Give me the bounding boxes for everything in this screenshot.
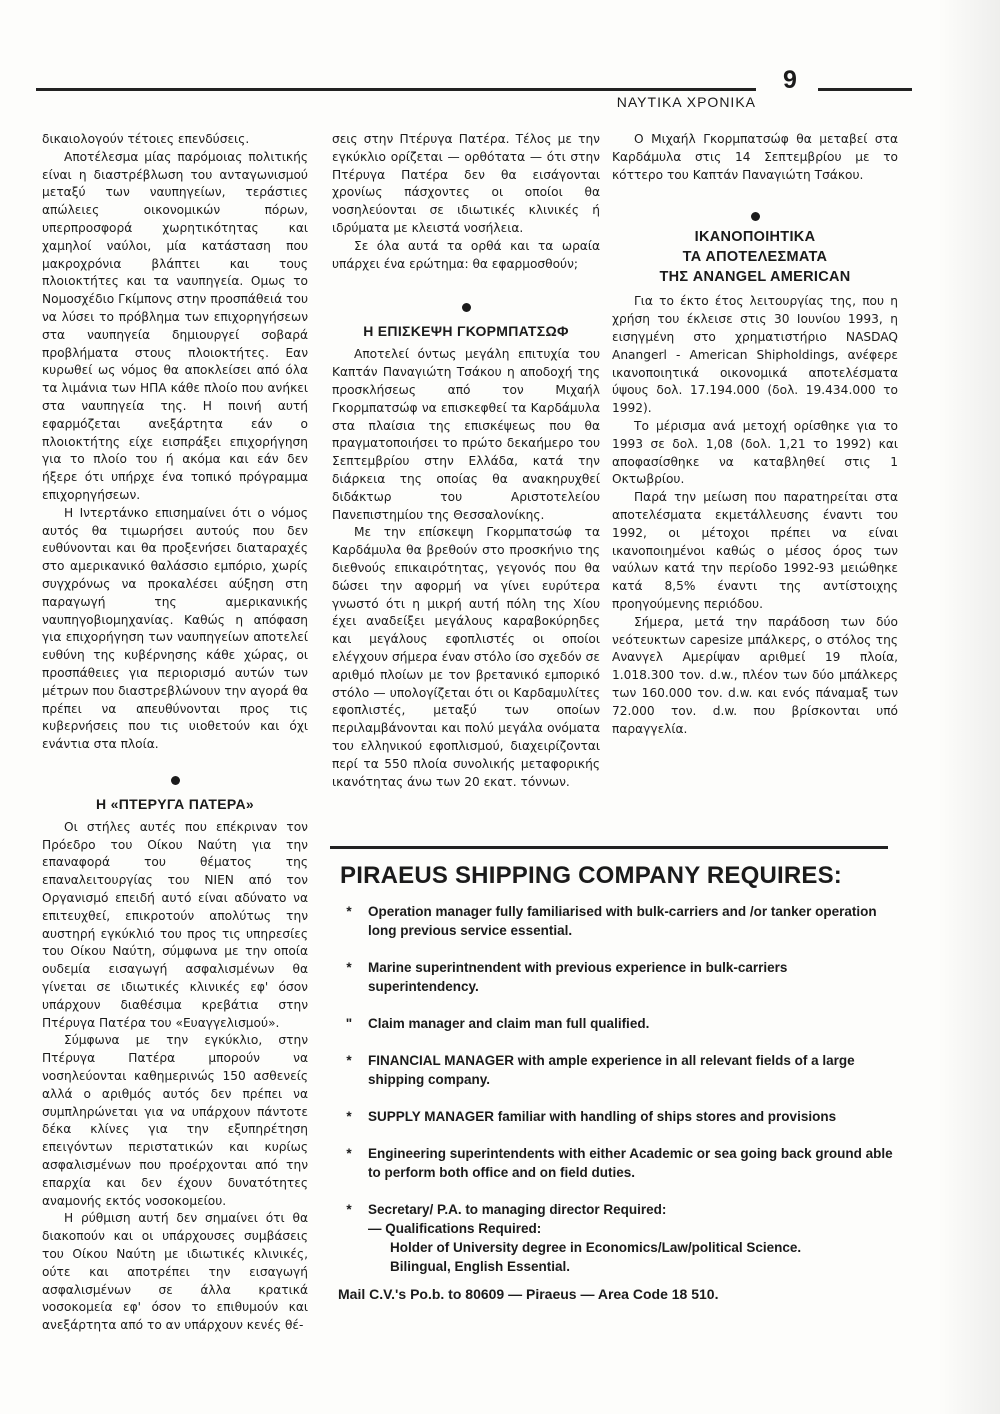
advert-item-text: FINANCIAL MANAGER with ample experience in all relevant fields of a large shipping company. [368, 1053, 855, 1087]
paragraph: Παρά την μείωση που παρατηρείται στα αποτελέσματα εκμετάλλευσης έναντι του 1992, οι μέτοχοι πρέπει να είναι ικανοποιημένοι καθώς ο μέσος όρος των ναύλων κατά την περίοδο 1992-93 μειώθηκε κατά 8,5% έναντι της αντίστοιχης προηγούμενης περιόδου. [612, 490, 898, 611]
qualifications-line: — Qualifications Required: [368, 1221, 542, 1236]
advert-rule [330, 846, 888, 849]
section-heading: Η ΕΠΙΣΚΕΨΗ ΓΚΟΡΜΠΑΤΣΩΦ [363, 323, 569, 340]
bullet-mark: * [346, 1109, 352, 1124]
advert-title: PIRAEUS SHIPPING COMPANY REQUIRES: [340, 862, 842, 889]
advert-item [334, 1107, 894, 1126]
section-bullet [751, 212, 760, 221]
bullet-mark: * [346, 904, 352, 919]
advert-contact: Mail C.V.'s Po.b. to 80609 — Piraeus — Area Code 18 510. [338, 1286, 719, 1302]
paragraph: Σε όλα αυτά τα ορθά και τα ωραία υπάρχει ένα ερώτημα: θα εφαρμοσθούν; [332, 238, 600, 271]
publication-name: ΝΑΥΤΙΚΑ ΧΡΟΝΙΚΑ [616, 94, 756, 110]
section-heading-line: ΤΗΣ ANANGEL AMERICAN [659, 269, 851, 286]
page-number: 9 [783, 66, 797, 94]
header-rule-right [818, 88, 912, 91]
paragraph: Σύμφωνα με την εγκύκλιο, στην Πτέρυγα Πατέρα μπορούν να νοσηλεύονται καθημερινώς 150 ασθενείς αλλά ο αριθμός αυτός δεν πρέπει να συμπληρώνεται για να υπάρχουν πάντοτε δέκα κλίνες για την εξυπηρέτηση επειγόντων περιστατικών και κυρίως ασφαλισμένων που προέρχονται από την επαρχία και δεν έχουν δυνατότητες αναμονής εκτός νοσοκομείου. [42, 1033, 308, 1208]
bullet-mark: * [346, 1146, 352, 1161]
advert-item-text: Marine superintnendent with previous experience in bulk-carriers superintendency. [368, 960, 788, 994]
section-bullet [171, 776, 180, 785]
paragraph: Η ρύθμιση αυτή δεν σημαίνει ότι θα διακοπούν και οι υπάρχουσες συμβάσεις του Οίκου Ναύτη με ιδιωτικές κλινικές, ούτε και αποτρέπει την εισαγωγή ασφαλισμένων σε άλλα κρατικά νοσοκομεία εφ' όσον το επιθυμούν και ανεξάρτητα από το αν υπάρχουν κενές θέ- [42, 1211, 308, 1333]
advert-item [334, 1014, 894, 1033]
paragraph: Ο Μιχαήλ Γκορμπατσώφ θα μεταβεί στα Καρδάμυλα στις 14 Σεπτεμβρίου με το κόττερο του Καπτάν Παναγιώτη Τσάκου. [612, 132, 898, 182]
bullet-mark: * [346, 1202, 352, 1217]
advert-item-text: Engineering superintendents with either Academic or sea going back ground able to perform both office and on field duties. [368, 1146, 893, 1180]
column-3 [612, 131, 898, 738]
advert-item [334, 902, 894, 940]
paragraph: Το μέρισμα ανά μετοχή ορίσθηκε για το 1993 σε δολ. 1,08 (δολ. 1,21 το 1992) και αποφασίσθηκε να καταβληθεί στις 1 Οκτωβρίου. [612, 418, 898, 487]
paragraph: Σήμερα, μετά την παράδοση των δύο νεότευκτων capesize μπάλκερς, ο στόλος της Ανανγελ Αμερίψαν αριθμεί 19 πλοία, 1.018.300 τον. d.w., πλέον των δύο μπάλκερς των 160.000 τον. d.w. και ενός πάναμαξ των 72.000 τον. d.w. που βρίσκονται υπό παραγγελία. [612, 614, 898, 736]
bullet-mark: * [346, 960, 352, 975]
job-advert [334, 862, 894, 1302]
advert-item-text: Operation manager fully familiarised with bulk-carriers and /or tanker operation long previous service essential. [368, 904, 877, 938]
paragraph: Οι στήλες αυτές που επέκριναν τον Πρόεδρο του Οίκου Ναύτη για την επαναφορά του θέματος της επαναλειτουργίας του ΝΙΕΝ από τον Οργανισμό επειδή αυτό είναι αδύνατο να επιτευχθεί, επικροτούν απολύτως την αυστηρή εγκύκλιό του προς τις υπηρεσίες του Οίκου Ναύτη, σύμφωνα με την οποία ουδεμία εισαγωγή ασφαλισμένων θα γίνεται σε ιδιωτικές κλινικές εφ' όσον υπάρχουν διαθέσιμα κρεβάτια στην Πτέρυγα Πατέρα του «Ευαγγελισμού». [42, 819, 308, 1030]
column-2 [332, 131, 600, 791]
bullet-mark: * [346, 1053, 352, 1068]
advert-item-text: SUPPLY MANAGER familiar with handling of ships stores and provisions [368, 1109, 837, 1124]
column-1 [42, 131, 308, 1335]
paragraph: σεις στην Πτέρυγα Πατέρα. Τέλος με την εγκύκλιο ορίζεται — ορθότατα — ότι στην Πτέρυγα Πατέρα δεν θα εισάγονται χρονίως πάσχοντες οι οποίοι θα νοσηλεύονται σε ιδιωτικές κλινικές ή ιδρύματα με κλειστά νοσήλεια. [332, 132, 600, 235]
qualification-language: Bilingual, English Essential. [390, 1259, 571, 1274]
qualification-degree: Holder of University degree in Economics/Law/political Science. [390, 1240, 802, 1255]
paragraph: Αποτελεί όντως μεγάλη επιτυχία του Καπτάν Παναγιώτη Τσάκου η αποδοχή της προσκλήσεως από τον Μιχαήλ Γκορμπατσώφ να επισκεφθεί τα Καρδάμυλα στα πλαίσια της επισκέψεως που θα πραγματοποιήσει το πρώτο δεκαήμερο του Σεπτεμβρίου στην Ελλάδα, κατά την διάρκεια της οποίας θα ανακηρυχθεί διδάκτωρ του Αριστοτελείου Πανεπιστημίου της Θεσσαλονίκης. [332, 347, 600, 522]
advert-item [334, 958, 894, 996]
paragraph: δικαιολογούν τέτοιες επενδύσεις. [42, 132, 250, 146]
section-heading-line: ΤΑ ΑΠΟΤΕΛΕΣΜΑΤΑ [682, 249, 828, 266]
paragraph: Για το έκτο έτος λειτουργίας της, που η χρήση του έκλεισε στις 30 Ιουνίου 1993, η εισηγμένη στο χρηματιστήριο NASDAQ Anangerl - American Shipholdings, ανέφερε ικανοποιητικά οικονομικά αποτελέσματα ύψους δολ. 17.194.000 (δολ. 19.434.000 το 1992). [612, 294, 898, 416]
section-heading-line: ΙΚΑΝΟΠΟΙΗΤΙΚΑ [694, 229, 816, 246]
advert-item [334, 1051, 894, 1089]
advert-item-text: Claim manager and claim man full qualified. [368, 1016, 650, 1031]
advert-item [334, 1144, 894, 1182]
paragraph: Με την επίσκεψη Γκορμπατσώφ τα Καρδάμυλα θα βρεθούν στο προσκήνιο της διεθνούς επικαιρότητας, γεγονός που θα δώσει την αφορμή να γίνει ευρύτερα γνωστό ότι η μικρή αυτή πόλη της Χίου έχει αναδείξει μεγάλους καραβοκύρηδες και μεγάλους εφοπλιστές οι οποίοι ελέγχουν σήμερα έναν στόλο ίσο σχεδόν σε αριθμό πλοίων με τον βρετανικό εμπορικό στόλο — υπολογίζεται ότι οι Καρδαμυλίτες εφοπλιστές, μεταξύ των οποίων περιλαμβάνονται και πολύ μεγάλα ονόματα του ελληνικού εφοπλισμού, διαχειρίζονται περί τα 550 πλοία συνολικής μεταφορικής ικανότητας άνω των 20 εκατ. τόννων. [332, 525, 600, 789]
page-edge-shadow [938, 0, 1000, 1414]
advert-item-secretary [334, 1200, 894, 1276]
header-rule [36, 88, 756, 91]
paragraph: Η Ιντερτάνκο επισημαίνει ότι ο νόμος αυτός θα τιμωρήσει αυτούς που δεν ευθύνονται και θα προξενήσει διαταραχές στο αμερικανικό θαλάσσιο εμπόριο, χωρίς συγχρόνως να προκαλέσει αύξηση στη παραγωγή της αμερικανικής ναυπηγοβιομηχανίας. Καθώς η απόφαση για επιχορήγηση των ναυπηγείων αποτελεί ευθύνη της κυβέρνησης κάθε χώρας, οι προσπάθειες για περιορισμό αυτών των μέτρων που διαστρεβλώνουν την αγορά θα πρέπει να απευθύνονται προς τις κυβερνήσεις που τις υιοθετούν και όχι ενάντια στα πλοία. [42, 505, 308, 752]
section-heading: Η «ΠΤΕΡΥΓΑ ΠΑΤΕΡΑ» [96, 795, 254, 812]
paragraph: Αποτέλεσμα μίας παρόμοιας πολιτικής είναι η διαστρέβλωση του ανταγωνισμού μεταξύ των ναυπηγείων, τεράστιες απώλειες οικονομικών πόρων, υπερπροσφορά χωρητικότητας και χαμηλοί ναύλοι, μία κατάσταση που μακροχρόνια βλάπτει και τους πλοιοκτήτες και τα ναυπηγεία. Ομως το Νομοσχέδιο Γκίμπονς στην προσπάθειά του να λύσει το πρόβλημα των επιχορηγήσεων στα ναυπηγεία δημιουργεί σοβαρά προβλήματα στους πλοιοκτήτες. Εαν κυρωθεί ως νόμος θα αποκλείσει από όλα τα λιμάνια των ΗΠΑ κάθε πλοίο που ανήκει στα ναυπηγεία της. Η ποινή αυτή εφαρμόζεται ανεξάρτητα εάν ο πλοιοκτήτης είχε εισπράξει επιχορήγηση για το πλοίο του ή ακόμα και εάν δεν ήξερε ότι υπήρχε ένα τοπικό πρόγραμμα επιχορηγήσεων. [42, 149, 308, 502]
bullet-mark: " [345, 1016, 353, 1031]
secretary-line: Secretary/ P.A. to managing director Required: [368, 1202, 667, 1217]
section-bullet [462, 303, 471, 312]
